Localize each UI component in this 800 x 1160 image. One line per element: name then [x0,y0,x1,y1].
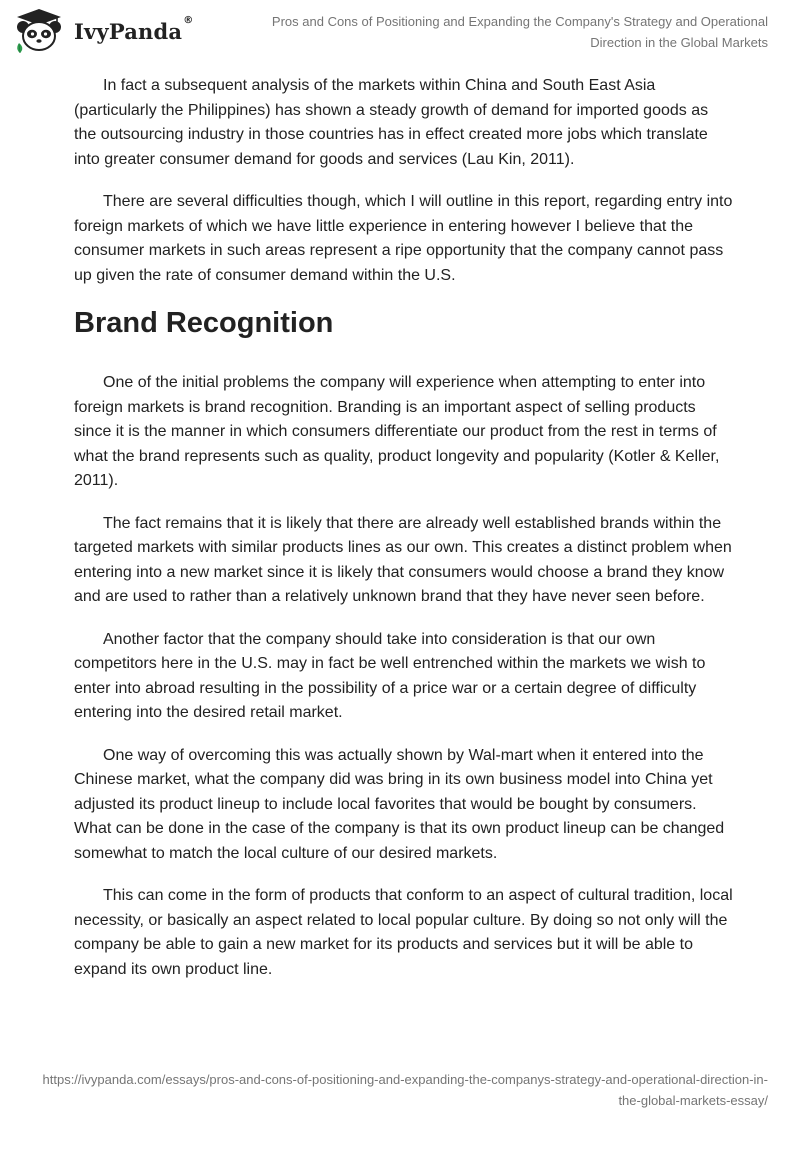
paragraph: The fact remains that it is likely that there are already well established brands within the targeted markets with similar products lines as our own. This creates a distinct problem when entering into a new market since it is likely that consumers would choose a brand they know and are used to rather than a relatively unknown brand that they have never seen before. [74,514,732,605]
page-header [0,0,800,60]
registered-mark: ® [183,14,194,26]
paragraph: There are several difficulties though, which I will outline in this report, regarding entry into foreign markets of which we have little experience in entering however I believe that the consumer markets in such areas represent a ripe opportunity that the company cannot pass up given the rate of consumer demand within the U.S. [74,193,733,284]
brand-name: IvyPanda® [74,14,194,44]
paragraph: In fact a subsequent analysis of the markets within China and South East Asia (particularly the Philippines) has shown a steady growth of demand for imported goods as the outsourcing industry in those countries has in effect created more jobs which translate into greater consumer demand for goods and services (Lau Kin, 2011). [74,77,709,168]
document-title: Pros and Cons of Positioning and Expanding the Company's Strategy and Operational Direction in the Global Markets [271,14,768,50]
ivypanda-logo[interactable] [14,8,193,54]
section-heading: Brand Recognition [74,307,334,339]
panda-graduate-icon [14,8,64,54]
paragraph: Another factor that the company should take into consideration is that our own competitors here in the U.S. may in fact be well entrenched within the markets we wish to enter into abroad resulting in the possibility of a price war or a certain degree of difficulty entering into the desired retail market. [74,630,706,721]
paragraph: This can come in the form of products that conform to an aspect of cultural tradition, local necessity, or basically an aspect related to local popular culture. By doing so not only will the company be able to gain a new market for its products and services but it will be able to expand its own product line. [74,887,733,978]
source-url[interactable]: https://ivypanda.com/essays/pros-and-cons-of-positioning-and-expanding-the-companys-strategy-and-operational-direction-in-the-global-markets-essay/ [42,1072,768,1108]
paragraph: One of the initial problems the company will experience when attempting to enter into foreign markets is brand recognition. Branding is an important aspect of selling products since it is the manner in which consumers differentiate our product from the rest in terms of what the brand represents such as quality, product longevity and popularity (Kotler & Keller, 2011). [74,374,720,489]
essay-content [74,74,734,1000]
paragraph: One way of overcoming this was actually shown by Wal-mart when it entered into the Chinese market, what the company did was bring in its own business model into China yet adjusted its product lineup to include local favorites that would be bought by consumers. What can be done in the case of the company is that its own product lineup can be changed somewhat to match the local culture of our desired markets. [74,746,725,862]
